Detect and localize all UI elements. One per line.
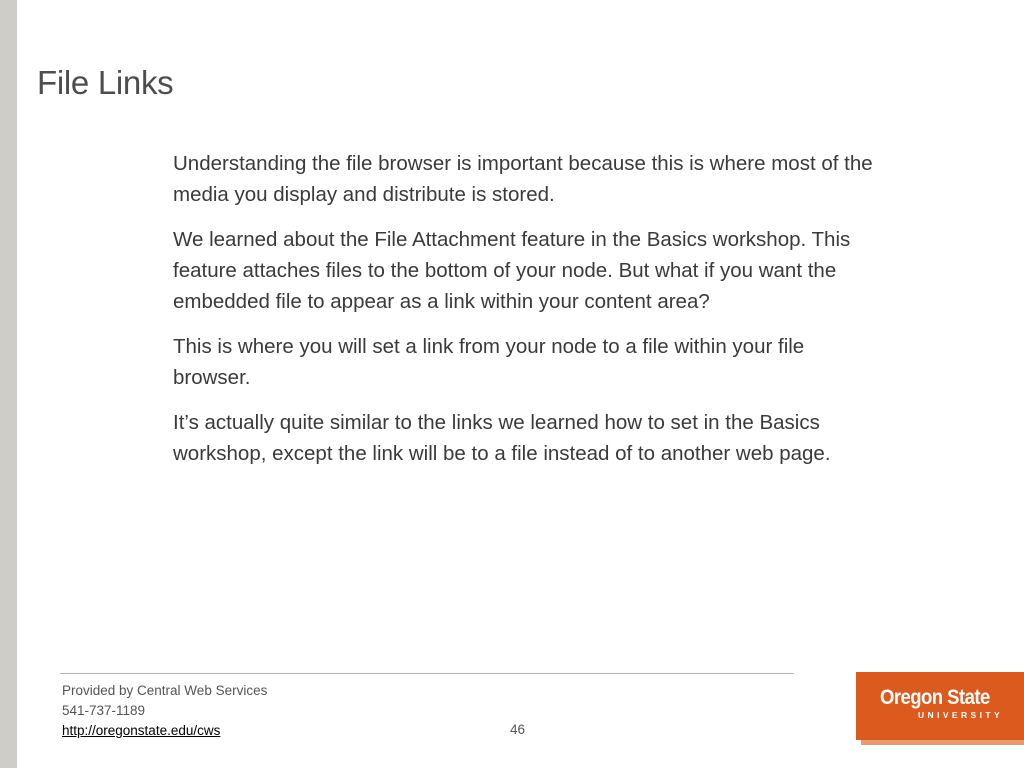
slide-title: File Links	[37, 64, 174, 101]
slide-body	[173, 148, 873, 483]
logo-subtitle: UNIVERSITY	[918, 710, 1004, 720]
footer-provider: Provided by Central Web Services	[62, 683, 268, 698]
left-accent-bar	[0, 0, 17, 768]
paragraph-1: Understanding the file browser is important because this is where most of the media you display and distribute is stored.	[173, 152, 873, 206]
paragraph-2: We learned about the File Attachment feature in the Basics workshop. This feature attaches files to the bottom of your node. But what if you want the embedded file to appear as a link within your content area?	[173, 228, 851, 313]
paragraph-4: It’s actually quite similar to the links we learned how to set in the Basics workshop, except the link will be to a file instead of to another web page.	[173, 411, 831, 465]
footer-phone: 541-737-1189	[62, 703, 146, 718]
page-number: 46	[510, 722, 526, 737]
footer-link[interactable]: http://oregonstate.edu/cws	[62, 723, 221, 738]
oregon-state-logo	[856, 672, 1024, 740]
paragraph-3: This is where you will set a link from your node to a file within your file browser.	[173, 335, 805, 389]
footer	[62, 681, 267, 741]
logo-name: Oregon State	[880, 686, 990, 709]
footer-divider	[60, 673, 794, 674]
